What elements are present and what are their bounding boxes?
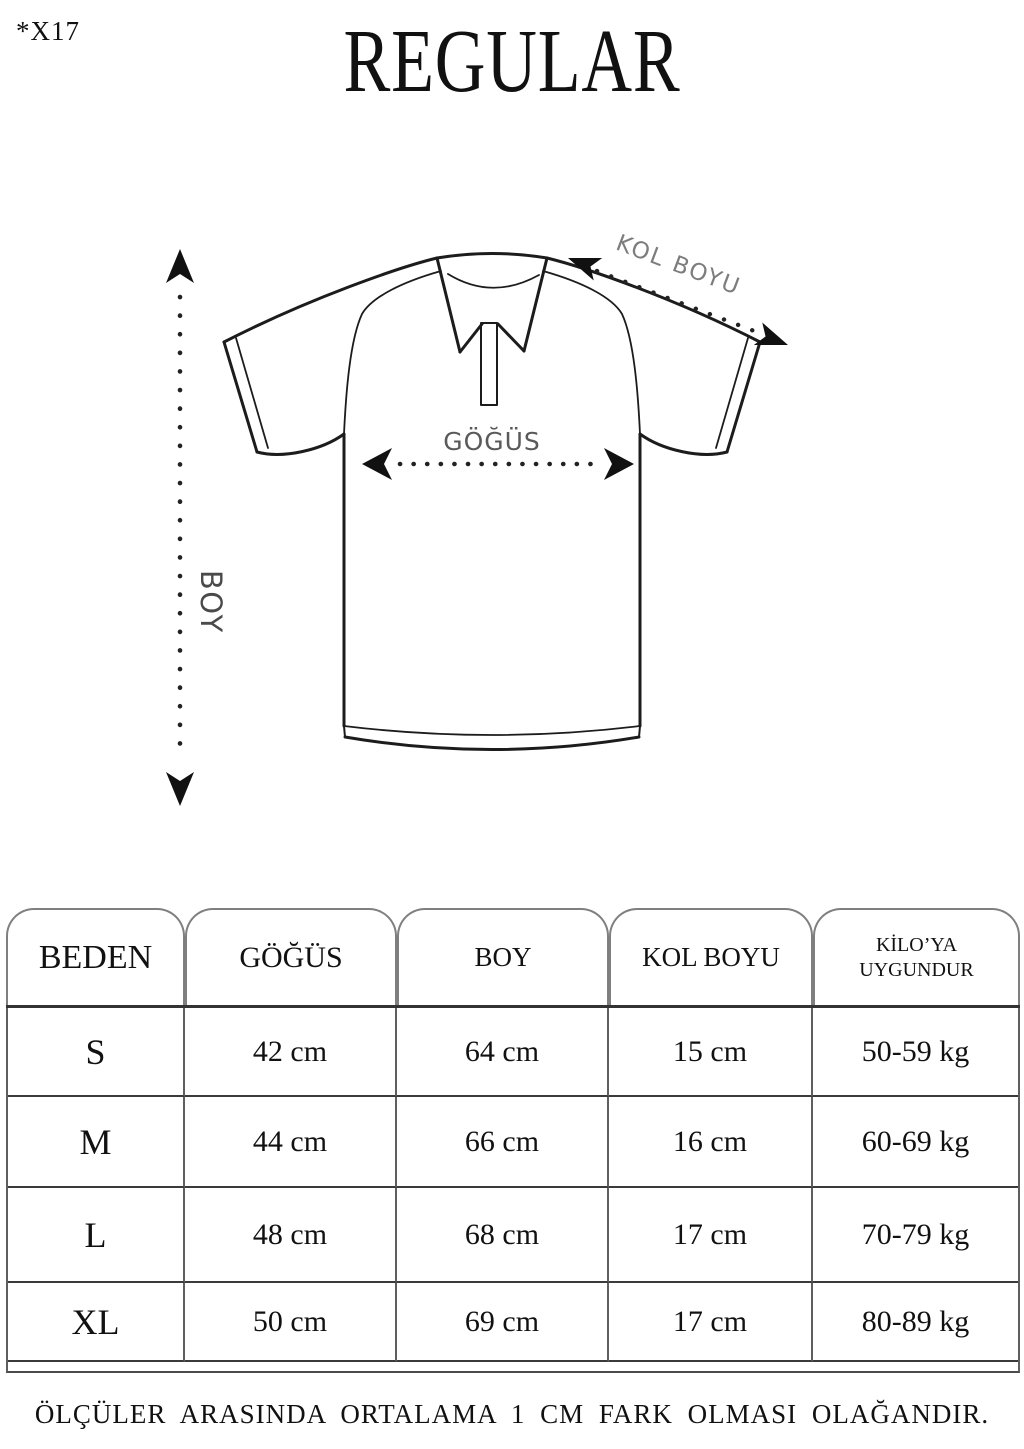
collar-top-edge (437, 254, 547, 259)
chest-cell-s: 42 cm (185, 1008, 397, 1097)
arrowhead-down-icon (166, 772, 194, 806)
weight-cell-s: 50-59 kg (813, 1008, 1018, 1097)
left-underarm-edge (257, 434, 344, 454)
arrowhead-right-icon (604, 448, 634, 480)
size-cell-s: S (8, 1008, 185, 1097)
tolerance-note: ÖLÇÜLER ARASINDA ORTALAMA 1 CM FARK OLMASI OLAĞANDIR. (34, 1399, 990, 1429)
sleeve-cell-s: 15 cm (609, 1008, 813, 1097)
chest-arrow (362, 426, 634, 480)
size-cell-m: M (8, 1097, 185, 1188)
left-shoulder-edge (224, 258, 437, 342)
header-cell-kiloya-uygundur: KİLO’YA UYGUNDUR (813, 908, 1020, 1005)
arrowhead-left-icon (362, 448, 392, 480)
header-cell-boy: BOY (397, 908, 609, 1005)
size-table-body (6, 1008, 1020, 1373)
size-cell-xl: XL (8, 1283, 185, 1362)
hem-bottom-edge (345, 737, 639, 750)
sleeve-cell-xl: 17 cm (609, 1283, 813, 1362)
page-title: REGULAR (343, 12, 681, 111)
sleeve-cell-l: 17 cm (609, 1188, 813, 1283)
left-armhole-seam (344, 271, 441, 434)
size-cell-l: L (8, 1188, 185, 1283)
right-cuff-edge (727, 342, 760, 452)
chest-cell-m: 44 cm (185, 1097, 397, 1188)
chest-cell-l: 48 cm (185, 1188, 397, 1283)
collar-left-edge (437, 258, 460, 352)
size-table-header-row (6, 908, 1020, 1005)
placket (481, 323, 497, 405)
left-cuff-edge (224, 342, 257, 452)
hem-seam (344, 726, 640, 735)
table-bottom-strip (8, 1362, 1018, 1371)
sleeve-label: KOL BOYU (612, 230, 745, 301)
chest-label: GÖĞÜS (443, 427, 541, 456)
right-armhole-seam (543, 271, 640, 434)
length-label: BOY (194, 569, 228, 635)
back-neck-seam (448, 274, 539, 288)
arrowhead-downright-icon (754, 323, 792, 357)
collar-left-inner-edge (460, 324, 482, 352)
sleeve-cell-m: 16 cm (609, 1097, 813, 1188)
arrowhead-up-icon (166, 249, 194, 283)
weight-cell-m: 60-69 kg (813, 1097, 1018, 1188)
header-cell-beden: BEDEN (6, 908, 185, 1005)
length-cell-m: 66 cm (397, 1097, 609, 1188)
length-arrow (166, 249, 228, 806)
collar-right-inner-edge (498, 324, 524, 351)
left-hem-corner (344, 726, 345, 737)
header-cell-gogus: GÖĞÜS (185, 908, 397, 1005)
length-cell-l: 68 cm (397, 1188, 609, 1283)
style-code: *X17 (16, 16, 80, 46)
right-underarm-edge (640, 434, 727, 454)
polo-shirt-outline (224, 254, 760, 750)
weight-cell-l: 70-79 kg (813, 1188, 1018, 1283)
length-cell-s: 64 cm (397, 1008, 609, 1097)
weight-cell-xl: 80-89 kg (813, 1283, 1018, 1362)
chest-cell-xl: 50 cm (185, 1283, 397, 1362)
header-cell-kol-boyu: KOL BOYU (609, 908, 813, 1005)
length-cell-xl: 69 cm (397, 1283, 609, 1362)
size-table (6, 908, 1020, 1373)
right-hem-corner (639, 726, 640, 737)
